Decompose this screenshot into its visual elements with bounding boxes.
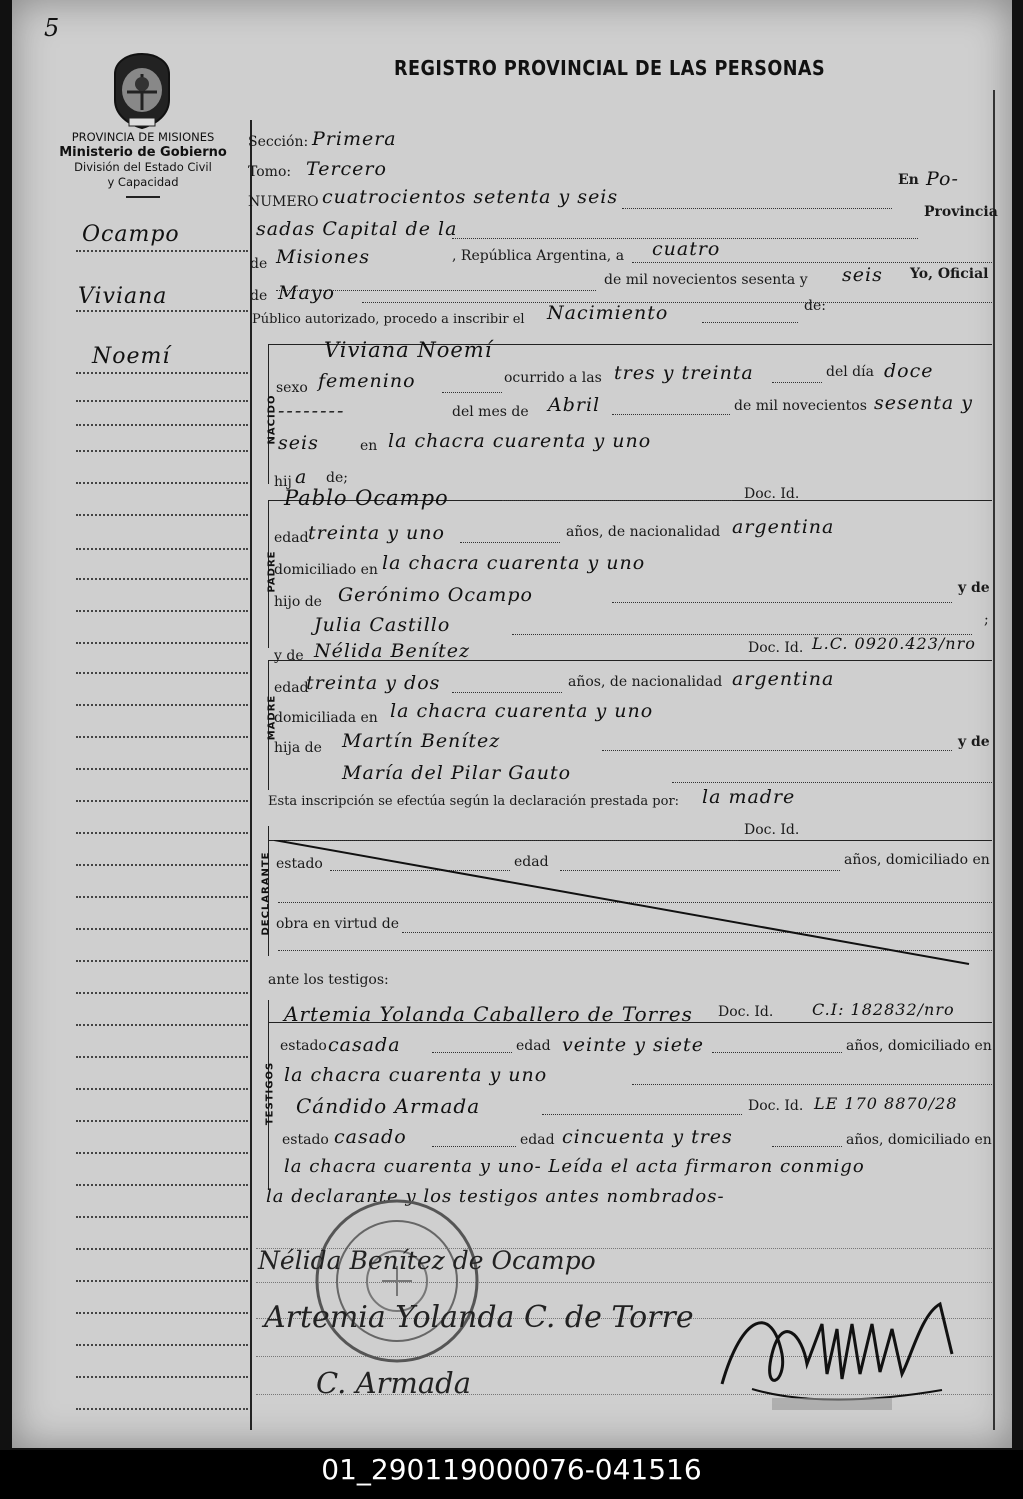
en-label: En — [898, 172, 919, 188]
madre-y-de-label: y de — [274, 648, 304, 664]
de-mil-nov-label: de mil novecientos — [734, 398, 867, 414]
lugar-value: la chacra cuarenta y uno — [388, 430, 652, 452]
de-label: de — [250, 256, 268, 272]
de-label-2: de — [250, 288, 268, 304]
w1-edad-label: edad — [516, 1038, 551, 1054]
padre-name: Pablo Ocampo — [284, 486, 449, 510]
w2-edad-value: cincuenta y tres — [562, 1126, 733, 1148]
w2-estado-value: casado — [334, 1126, 407, 1148]
testigos-intro: ante los testigos: — [268, 972, 389, 988]
closing-text: la declarante y los testigos antes nombrados- — [266, 1186, 725, 1207]
anio-value: sesenta y — [874, 392, 973, 414]
seccion-label: Sección: — [248, 134, 309, 150]
republica-label: , República Argentina, a — [452, 248, 625, 264]
madre-edad-label: edad — [274, 680, 309, 696]
section-label-padre: PADRE — [266, 550, 278, 593]
act-value: Nacimiento — [547, 302, 669, 324]
year-value: seis — [842, 264, 883, 286]
division-line2: y Capacidad — [107, 175, 179, 189]
madre-name: Nélida Benítez — [314, 640, 470, 662]
padre-domicilio-value: la chacra cuarenta y uno — [382, 552, 646, 574]
padre-y-de-label: y de — [958, 580, 990, 596]
w2-domicilio: la chacra cuarenta y uno- Leída el acta firmaron conmigo — [284, 1156, 865, 1177]
anio-cont: seis — [278, 432, 319, 454]
declarante-strike-line — [274, 840, 974, 974]
en-lugar-label: en — [360, 438, 378, 454]
division-line1: División del Estado Civil — [74, 160, 212, 174]
w1-edad-value: veinte y siete — [562, 1034, 704, 1056]
document-title: REGISTRO PROVINCIAL DE LAS PERSONAS — [394, 56, 826, 80]
nacido-name: Viviana Noemí — [324, 338, 493, 362]
tomo-label: Tomo: — [248, 164, 292, 180]
w1-estado-label: estado — [280, 1038, 327, 1054]
registry-stamp-icon — [312, 1196, 482, 1370]
margin-first-name: Viviana — [78, 284, 168, 309]
madre-y-de-label-2: y de — [958, 734, 990, 750]
ministry-block — [48, 130, 238, 198]
madre-hija-label: hija de — [274, 740, 322, 756]
padre-semicolon: ; — [984, 612, 989, 628]
w2-estado-label: estado — [282, 1132, 329, 1148]
signature-witness-2: C. Armada — [316, 1366, 472, 1400]
section-label-madre: MADRE — [266, 694, 278, 741]
padre-nac-label: años, de nacionalidad — [566, 524, 721, 540]
publico-label: Público autorizado, procedo a inscribir el — [252, 312, 525, 327]
signature-witness-1: Artemia Yolanda C. de Torre — [264, 1300, 694, 1335]
day-value: cuatro — [652, 238, 721, 260]
padre-father-value: Gerónimo Ocampo — [338, 584, 533, 606]
numero-label: NUMERO — [248, 194, 319, 210]
certificate-page — [12, 0, 1012, 1448]
dia-value: doce — [884, 360, 934, 382]
section-label-declarante: DECLARANTE — [260, 851, 272, 936]
provincia-label: Provincia — [924, 204, 998, 220]
declaracion-label: Esta inscripción se efectúa según la declaración prestada por: — [268, 794, 680, 809]
numero-value: cuatrocientos setenta y seis — [322, 186, 619, 208]
declaracion-value: la madre — [702, 786, 796, 808]
padre-domicilio-label: domiciliado en — [274, 562, 378, 578]
de-semicolon-label: de; — [326, 470, 348, 486]
w1-estado-value: casada — [328, 1034, 401, 1056]
w2-edad-label: edad — [520, 1132, 555, 1148]
margin-surname: Ocampo — [82, 222, 180, 247]
madre-father-value: Martín Benítez — [342, 730, 501, 752]
madre-doc-value: L.C. 0920.423/nro — [812, 634, 976, 653]
w2-doc-label: Doc. Id. — [748, 1098, 804, 1114]
w2-anos-label: años, domiciliado en — [846, 1132, 992, 1148]
w1-doc-value: C.I: 182832/nro — [812, 1000, 955, 1019]
mes-value: Abril — [548, 394, 601, 416]
dia-cont: -------- — [278, 400, 346, 422]
w2-doc-value: LE 170 8870/28 — [814, 1094, 958, 1113]
hora-value: tres y treinta — [614, 362, 754, 384]
w1-name: Artemia Yolanda Caballero de Torres — [284, 1002, 693, 1026]
del-mes-label: del mes de — [452, 404, 529, 420]
sexo-value: femenino — [318, 370, 416, 392]
ocurrido-label: ocurrido a las — [504, 370, 602, 386]
padre-edad-label: edad — [274, 530, 309, 546]
declarante-anos-label: años, domiciliado en — [844, 852, 990, 868]
section-label-nacido: NACIDO — [266, 394, 278, 445]
provincial-seal-icon — [107, 52, 177, 134]
signature-declarante: Nélida Benítez de Ocampo — [258, 1246, 596, 1275]
madre-domicilio-label: domiciliada en — [274, 710, 378, 726]
ministry-name: Ministerio de Gobierno — [59, 145, 227, 160]
seccion-value: Primera — [312, 128, 397, 150]
padre-nac-value: argentina — [732, 516, 835, 538]
madre-edad-value: treinta y dos — [306, 672, 441, 694]
yo-oficial-label: Yo, Oficial — [910, 266, 989, 282]
official-signature-icon — [712, 1294, 972, 1428]
madre-mother-value: María del Pilar Gauto — [342, 762, 572, 784]
madre-nac-value: argentina — [732, 668, 835, 690]
declarante-estado-label: estado — [276, 856, 323, 872]
tomo-value: Tercero — [306, 158, 387, 180]
declarante-edad-label: edad — [514, 854, 549, 870]
w1-doc-label: Doc. Id. — [718, 1004, 774, 1020]
madre-doc-label: Doc. Id. — [748, 640, 804, 656]
w2-name: Cándido Armada — [296, 1094, 481, 1118]
de-mil-label: de mil novecientos sesenta y — [604, 272, 808, 288]
declarante-doc-label: Doc. Id. — [744, 822, 800, 838]
section-label-testigos: TESTIGOS — [264, 1061, 276, 1126]
en-value: Po- — [926, 168, 959, 190]
madre-nac-label: años, de nacionalidad — [568, 674, 723, 690]
place-cont: sadas Capital de la — [256, 218, 458, 240]
sexo-label: sexo — [276, 380, 308, 396]
de-colon-label: de: — [804, 298, 826, 314]
padre-mother-value: Julia Castillo — [314, 614, 451, 636]
month-value: Mayo — [278, 282, 335, 304]
padre-doc-label: Doc. Id. — [744, 486, 800, 502]
hij-value: a — [295, 466, 308, 488]
del-dia-label: del día — [826, 364, 874, 380]
archive-id-footer: 01_290119000076-041516 — [0, 1450, 1023, 1499]
corner-mark: 5 — [44, 14, 61, 42]
padre-edad-value: treinta y uno — [308, 522, 445, 544]
padre-hijo-label: hijo de — [274, 594, 322, 610]
w1-domicilio: la chacra cuarenta y uno — [284, 1064, 548, 1086]
hij-label: hij — [274, 474, 292, 490]
declarante-obra-label: obra en virtud de — [276, 916, 400, 932]
margin-second-name: Noemí — [92, 344, 171, 369]
w1-anos-label: años, domiciliado en — [846, 1038, 992, 1054]
madre-domicilio-value: la chacra cuarenta y uno — [390, 700, 654, 722]
province-name: PROVINCIA DE MISIONES — [71, 130, 215, 144]
province-value: Misiones — [276, 246, 371, 268]
